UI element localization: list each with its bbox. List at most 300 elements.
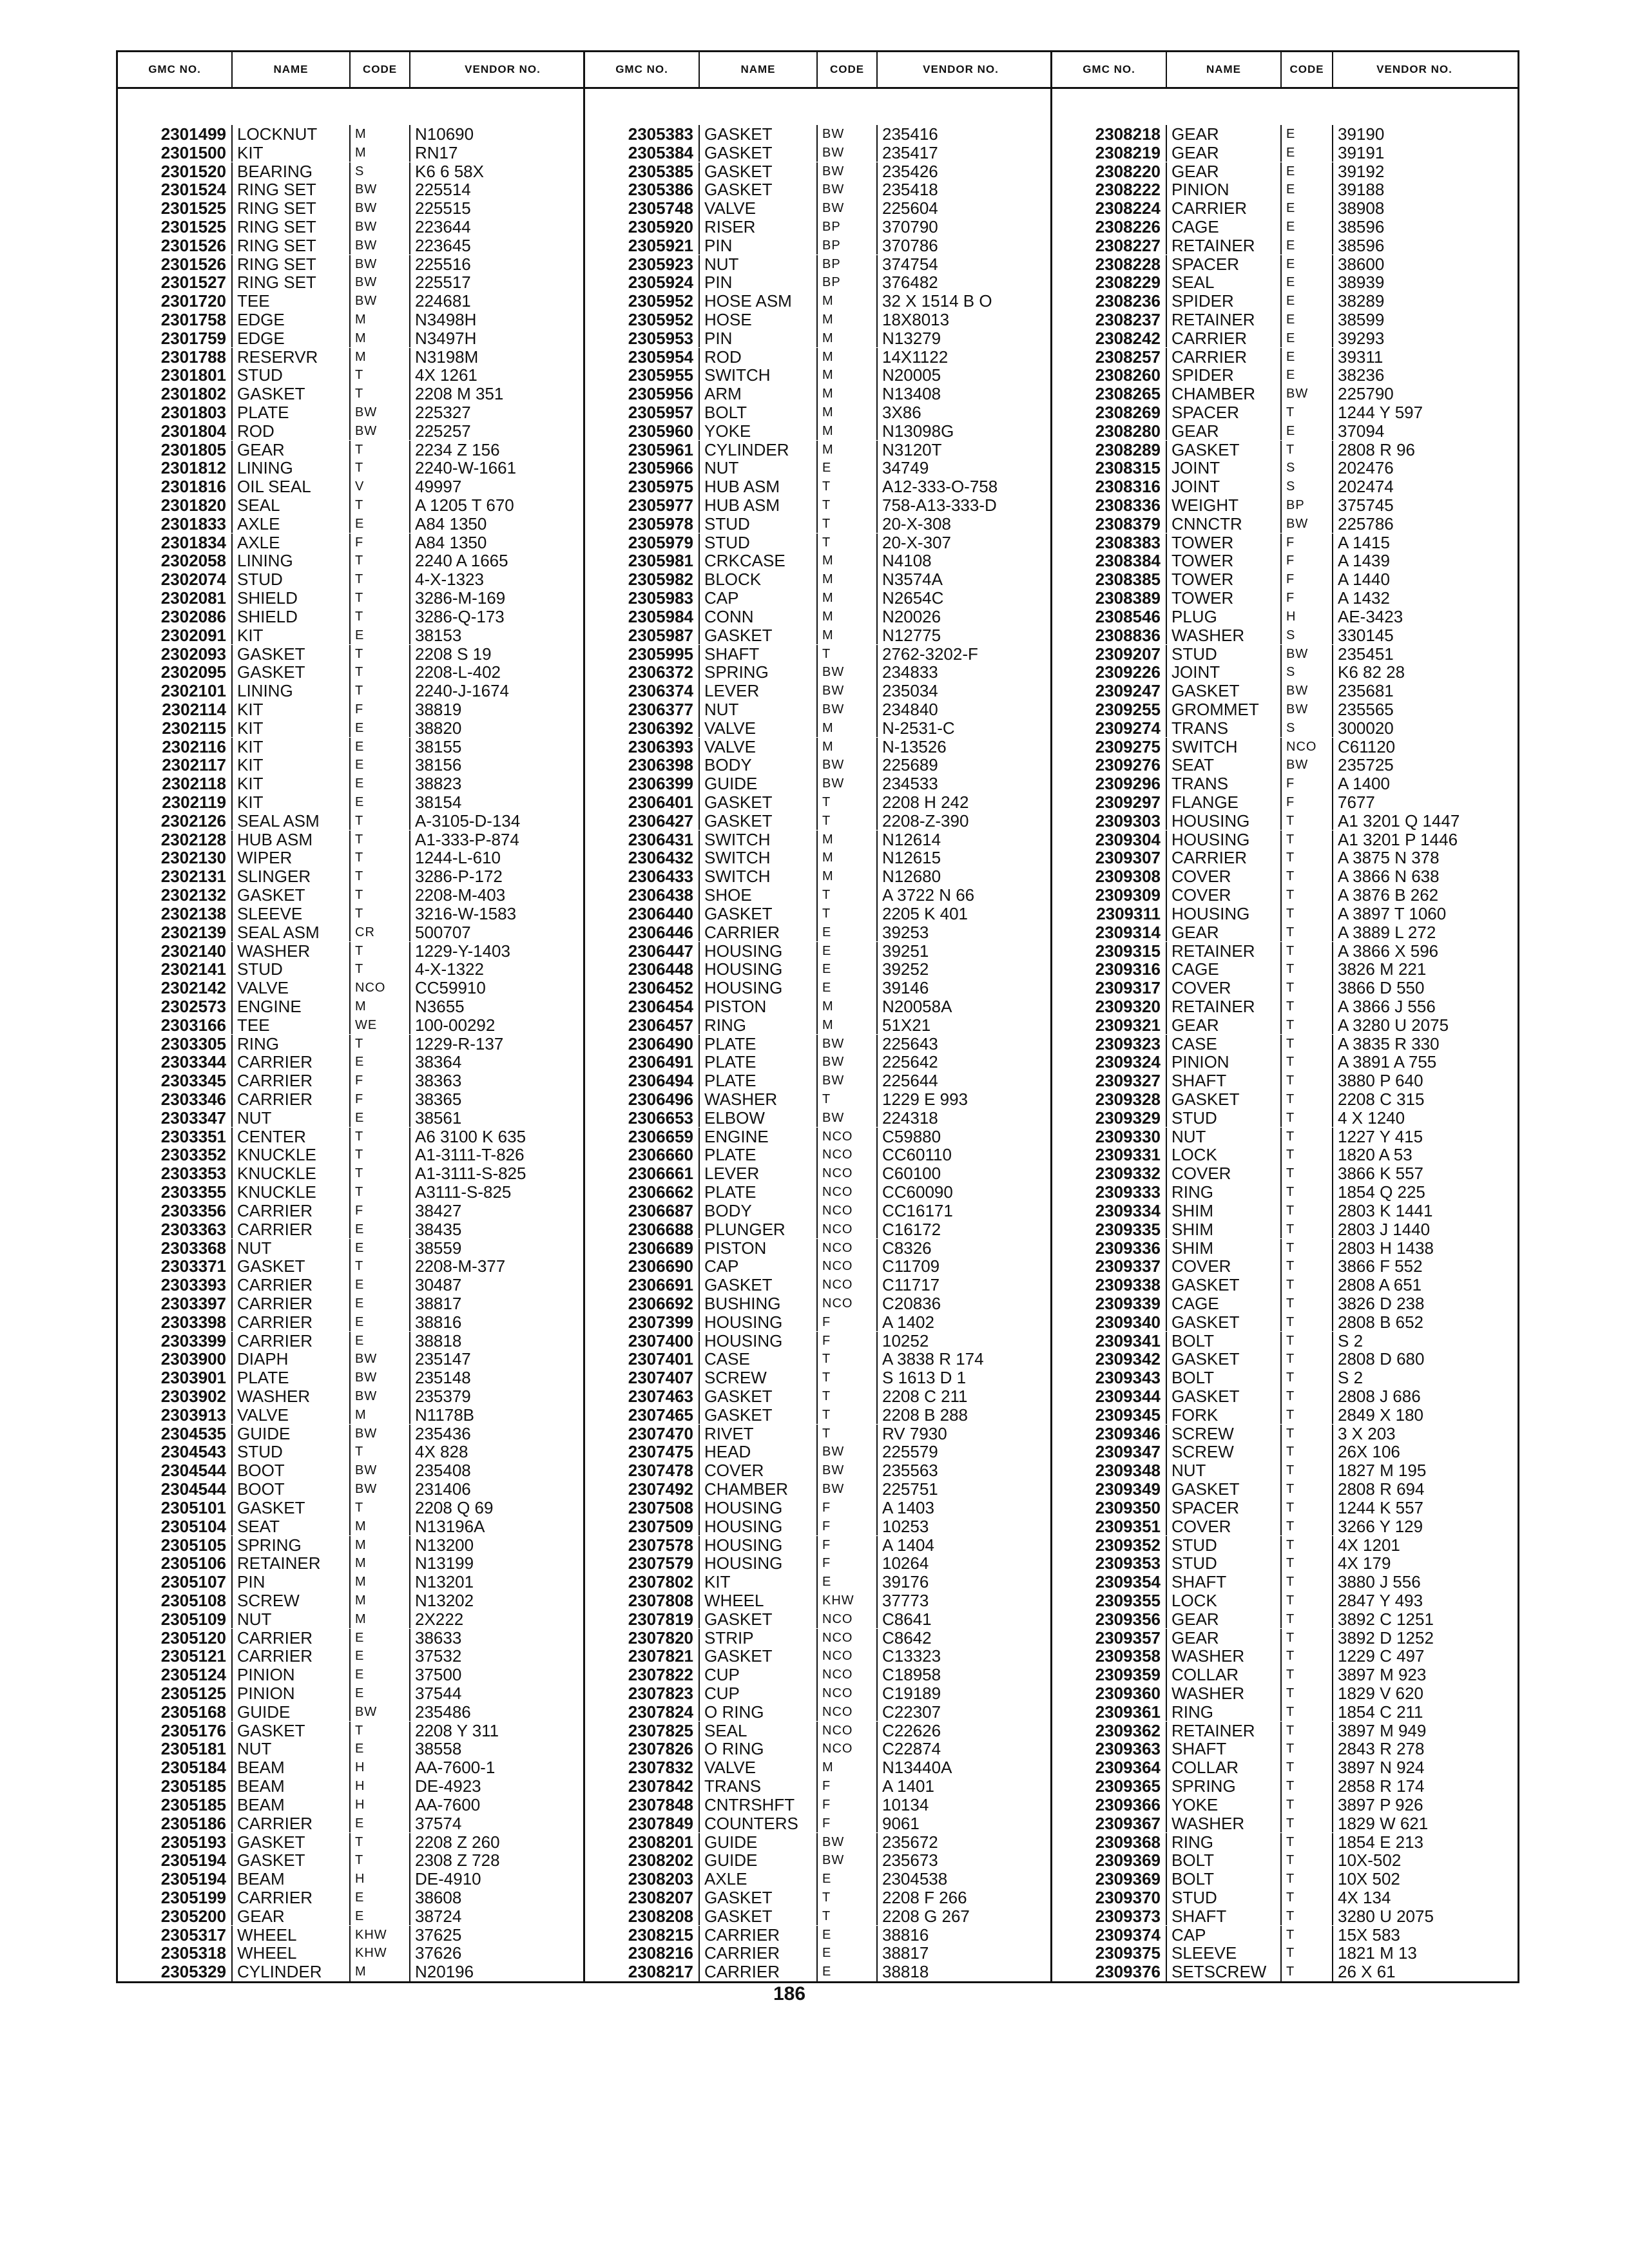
vendor-no-cell: 234533 — [882, 774, 938, 793]
part-name-cell: FORK — [1167, 1406, 1282, 1425]
gmc-no-cell: 2302091 — [118, 626, 233, 645]
vendor-no-cell: A 1401 — [882, 1777, 934, 1796]
gmc-no-cell: 2309348 — [1052, 1461, 1167, 1480]
gmc-no-cell: 2302118 — [118, 774, 233, 793]
table-header — [1052, 52, 1518, 89]
gmc-no-cell: 2305961 — [585, 441, 700, 459]
gmc-no-cell: 2309363 — [1052, 1740, 1167, 1758]
part-name-cell: AXLE — [233, 515, 351, 533]
code-cell: BW — [351, 199, 410, 218]
part-name-cell: BOLT — [1167, 1870, 1282, 1888]
vendor-no-cell: 38435 — [415, 1220, 462, 1239]
vendor-no-cell: 38816 — [882, 1925, 929, 1945]
parts-table — [116, 50, 1519, 1983]
code-cell: T — [351, 1833, 410, 1852]
gmc-no-cell: 2306374 — [585, 682, 700, 700]
part-name-cell: RETAINER — [233, 1554, 351, 1573]
page-number: 186 — [773, 1983, 806, 2004]
gmc-no-cell: 2306438 — [585, 886, 700, 905]
code-cell: E — [1282, 255, 1333, 274]
vendor-no-cell: 37094 — [1338, 421, 1385, 441]
code-cell: T — [818, 533, 878, 552]
code-cell: E — [351, 793, 410, 812]
gmc-no-cell: 2309316 — [1052, 960, 1167, 979]
code-cell: T — [818, 886, 878, 905]
part-name-cell: RING — [233, 1035, 351, 1053]
gmc-no-cell: 2303353 — [118, 1164, 233, 1183]
vendor-no-cell: 26 X 61 — [1338, 1963, 1396, 1981]
vendor-no-cell: S 1613 D 1 — [882, 1369, 967, 1387]
part-name-cell: SCREW — [233, 1591, 351, 1610]
gmc-no-cell: 2308379 — [1052, 515, 1167, 533]
vendor-no-cell: 330145 — [1338, 626, 1394, 645]
code-cell: E — [351, 1907, 410, 1926]
part-name-cell: ELBOW — [700, 1109, 818, 1128]
gmc-no-cell: 2306433 — [585, 867, 700, 886]
part-name-cell: CARRIER — [233, 1294, 351, 1313]
gmc-no-cell: 2309314 — [1052, 923, 1167, 942]
part-name-cell: KIT — [233, 144, 351, 162]
vendor-no-cell: 3286-Q-173 — [415, 607, 505, 626]
part-name-cell: SEAT — [1167, 756, 1282, 774]
vendor-no-cell: 3892 D 1252 — [1338, 1628, 1434, 1648]
part-name-cell: COVER — [1167, 979, 1282, 997]
part-name-cell: GEAR — [1167, 144, 1282, 162]
code-cell: BP — [818, 273, 878, 292]
part-name-cell: JOINT — [1167, 477, 1282, 496]
vendor-no-cell: 225257 — [415, 421, 471, 441]
part-name-cell: YOKE — [1167, 1796, 1282, 1814]
vendor-no-cell: 51X21 — [882, 1015, 931, 1035]
code-cell: F — [351, 1202, 410, 1220]
part-name-cell: PLATE — [233, 403, 351, 422]
part-name-cell: CARRIER — [233, 1332, 351, 1350]
code-cell: T — [351, 960, 410, 979]
gmc-no-cell: 2309320 — [1052, 997, 1167, 1016]
part-name-cell: WASHER — [1167, 1647, 1282, 1666]
gmc-no-cell: 2309336 — [1052, 1239, 1167, 1258]
code-cell: NCO — [1282, 738, 1333, 756]
gmc-no-cell: 2308269 — [1052, 403, 1167, 422]
part-name-cell: GASKET — [700, 1888, 818, 1907]
gmc-no-cell: 2305981 — [585, 552, 700, 570]
part-name-cell: COVER — [1167, 886, 1282, 905]
vendor-no-cell: 370790 — [882, 217, 938, 236]
gmc-no-cell: 2302126 — [118, 812, 233, 831]
part-name-cell: CARRIER — [233, 1053, 351, 1072]
code-cell: S — [1282, 663, 1333, 682]
part-name-cell: HOUSING — [700, 942, 818, 961]
vendor-no-cell: 4X 1261 — [415, 366, 477, 385]
gmc-no-cell: 2303368 — [118, 1239, 233, 1258]
gmc-no-cell: 2306399 — [585, 774, 700, 793]
gmc-no-cell: 2309347 — [1052, 1443, 1167, 1461]
vendor-no-cell: 38724 — [415, 1907, 462, 1926]
vendor-no-cell: 4X 179 — [1338, 1554, 1391, 1573]
vendor-no-cell: 3286-P-172 — [415, 867, 503, 886]
part-name-cell: RETAINER — [1167, 1722, 1282, 1740]
part-name-cell: CARRIER — [233, 1313, 351, 1332]
part-name-cell: COLLAR — [1167, 1666, 1282, 1684]
gmc-no-cell: 2305185 — [118, 1796, 233, 1814]
vendor-no-cell: 1821 M 13 — [1338, 1944, 1417, 1963]
vendor-no-cell: 3286-M-169 — [415, 589, 506, 608]
part-name-cell: PLATE — [700, 1053, 818, 1072]
vendor-no-cell: RN17 — [415, 143, 458, 162]
code-cell: BW — [351, 1350, 410, 1369]
gmc-no-cell: 2309338 — [1052, 1276, 1167, 1294]
code-cell: F — [1282, 570, 1333, 589]
part-name-cell: GASKET — [1167, 1387, 1282, 1406]
part-name-cell: GASKET — [233, 385, 351, 403]
part-name-cell: VALVE — [700, 719, 818, 738]
code-cell: M — [351, 144, 410, 162]
gmc-no-cell: 2309350 — [1052, 1499, 1167, 1517]
vendor-no-cell: 235416 — [882, 125, 938, 144]
part-name-cell: BOOT — [233, 1480, 351, 1499]
gmc-no-cell: 2309330 — [1052, 1128, 1167, 1146]
part-name-cell: O RING — [700, 1740, 818, 1758]
gmc-no-cell: 2301801 — [118, 366, 233, 385]
vendor-no-cell: 2808 B 652 — [1338, 1312, 1424, 1332]
code-cell: BW — [351, 1703, 410, 1722]
code-cell: BW — [818, 1480, 878, 1499]
vendor-no-cell: 223644 — [415, 217, 471, 236]
code-cell: M — [818, 1758, 878, 1777]
part-name-cell: STUD — [1167, 1109, 1282, 1128]
vendor-no-cell: A 3876 B 262 — [1338, 886, 1439, 905]
gmc-no-cell: 2307824 — [585, 1703, 700, 1722]
gmc-no-cell: 2305955 — [585, 366, 700, 385]
gmc-no-cell: 2305384 — [585, 144, 700, 162]
code-cell: NCO — [818, 1276, 878, 1294]
part-name-cell: SPIDER — [1167, 366, 1282, 385]
part-name-cell: SHAFT — [1167, 1072, 1282, 1090]
gmc-no-cell: 2302117 — [118, 756, 233, 774]
vendor-no-cell: 1244 K 557 — [1338, 1498, 1424, 1517]
gmc-no-cell: 2308546 — [1052, 608, 1167, 626]
gmc-no-cell: 2309370 — [1052, 1888, 1167, 1907]
vendor-no-cell: 38599 — [1338, 310, 1385, 329]
code-cell: NCO — [818, 1722, 878, 1740]
gmc-no-cell: 2303398 — [118, 1313, 233, 1332]
gmc-no-cell: 2309356 — [1052, 1610, 1167, 1629]
part-name-cell: COVER — [1167, 1257, 1282, 1276]
gmc-no-cell: 2305185 — [118, 1777, 233, 1796]
gmc-no-cell: 2305952 — [585, 311, 700, 329]
gmc-no-cell: 2305194 — [118, 1870, 233, 1888]
gmc-no-cell: 2306392 — [585, 719, 700, 738]
vendor-no-cell: 1229 E 993 — [882, 1090, 969, 1109]
gmc-no-cell: 2305109 — [118, 1610, 233, 1629]
part-name-cell: BODY — [700, 1202, 818, 1220]
part-name-cell: SWITCH — [700, 849, 818, 867]
part-name-cell: RING SET — [233, 273, 351, 292]
part-name-cell: NUT — [233, 1239, 351, 1258]
code-cell: M — [818, 867, 878, 886]
vendor-no-cell: 3897 P 926 — [1338, 1795, 1423, 1814]
gmc-no-cell: 2309367 — [1052, 1814, 1167, 1833]
part-name-cell: CRKCASE — [700, 552, 818, 570]
gmc-no-cell: 2305193 — [118, 1833, 233, 1852]
vendor-no-cell: N13440A — [882, 1758, 952, 1777]
part-name-cell: CNNCTR — [1167, 515, 1282, 533]
code-cell: NCO — [818, 1239, 878, 1258]
vendor-no-cell: 3826 M 221 — [1338, 960, 1427, 979]
gmc-no-cell: 2303166 — [118, 1016, 233, 1035]
code-cell: NCO — [818, 1666, 878, 1684]
part-name-cell: CAGE — [1167, 218, 1282, 236]
vendor-no-cell: N2654C — [882, 589, 944, 608]
gmc-no-cell: 2301834 — [118, 533, 233, 552]
code-cell: T — [1282, 1740, 1333, 1758]
part-name-cell: CAGE — [1167, 1294, 1282, 1313]
vendor-no-cell: 4-X-1323 — [415, 570, 484, 589]
gmc-no-cell: 2309329 — [1052, 1109, 1167, 1128]
part-name-cell: SCREW — [1167, 1443, 1282, 1461]
code-cell: BW — [1282, 700, 1333, 719]
part-name-cell: GASKET — [1167, 1276, 1282, 1294]
gmc-no-cell: 2302116 — [118, 738, 233, 756]
part-name-cell: KIT — [233, 700, 351, 719]
vendor-no-cell: 2208 F 266 — [882, 1888, 967, 1907]
part-name-cell: YOKE — [700, 422, 818, 441]
vendor-no-cell: 2208 Y 311 — [415, 1721, 499, 1740]
code-cell: BW — [818, 144, 878, 162]
table-body — [118, 89, 583, 1981]
vendor-no-cell: 38817 — [415, 1294, 462, 1313]
part-name-cell: BEAM — [233, 1777, 351, 1796]
vendor-no-cell: A84 1350 — [415, 514, 487, 533]
part-name-cell: GASKET — [1167, 682, 1282, 700]
vendor-no-cell: A6 3100 K 635 — [415, 1127, 526, 1146]
gmc-no-cell: 2305979 — [585, 533, 700, 552]
code-cell: T — [1282, 1128, 1333, 1146]
vendor-no-cell: DE-4910 — [415, 1870, 481, 1888]
vendor-no-cell: C61120 — [1338, 737, 1396, 756]
vendor-no-cell: A 3866 N 638 — [1338, 867, 1440, 886]
vendor-no-cell: N3198M — [415, 347, 479, 367]
code-cell: T — [1282, 1722, 1333, 1740]
code-cell: E — [351, 774, 410, 793]
gmc-no-cell: 2305329 — [118, 1963, 233, 1981]
gmc-no-cell: 2309274 — [1052, 719, 1167, 738]
vendor-no-cell: A1-3111-T-826 — [415, 1146, 525, 1165]
gmc-no-cell: 2305923 — [585, 255, 700, 274]
gmc-no-cell: 2309333 — [1052, 1183, 1167, 1202]
gmc-no-cell: 2309255 — [1052, 700, 1167, 719]
code-cell: NCO — [818, 1183, 878, 1202]
table-section-2 — [585, 52, 1052, 1981]
part-name-cell: KNUCKLE — [233, 1146, 351, 1164]
vendor-no-cell: 235563 — [882, 1461, 938, 1480]
gmc-no-cell: 2302114 — [118, 700, 233, 719]
gmc-no-cell: 2309344 — [1052, 1387, 1167, 1406]
part-name-cell: BOLT — [700, 403, 818, 422]
part-name-cell: BOLT — [1167, 1851, 1282, 1870]
part-name-cell: LINING — [233, 552, 351, 570]
code-cell: T — [1282, 1090, 1333, 1109]
part-name-cell: GUIDE — [233, 1703, 351, 1722]
code-cell: T — [818, 793, 878, 812]
part-name-cell: BLOCK — [700, 570, 818, 589]
code-cell: E — [1282, 329, 1333, 348]
vendor-no-cell: 225689 — [882, 756, 938, 775]
gmc-no-cell: 2307819 — [585, 1610, 700, 1629]
code-cell: E — [351, 738, 410, 756]
vendor-no-cell: 38596 — [1338, 236, 1385, 255]
vendor-no-cell: 1229-R-137 — [415, 1034, 504, 1053]
vendor-no-cell: 2205 K 401 — [882, 904, 969, 923]
code-cell: F — [351, 533, 410, 552]
vendor-no-cell: 2808 J 686 — [1338, 1387, 1421, 1406]
code-cell: BW — [818, 1109, 878, 1128]
gmc-no-cell: 2309340 — [1052, 1313, 1167, 1332]
gmc-no-cell: 2309374 — [1052, 1926, 1167, 1945]
part-name-cell: SHIM — [1167, 1239, 1282, 1258]
part-name-cell: WASHER — [233, 942, 351, 961]
code-cell: T — [351, 682, 410, 700]
gmc-no-cell: 2307579 — [585, 1554, 700, 1573]
part-name-cell: TOWER — [1167, 552, 1282, 570]
part-name-cell: CAP — [1167, 1926, 1282, 1945]
gmc-no-cell: 2307821 — [585, 1647, 700, 1666]
part-name-cell: GASKET — [700, 125, 818, 144]
code-cell: F — [818, 1332, 878, 1350]
part-name-cell: CARRIER — [233, 1276, 351, 1294]
code-cell: T — [818, 1425, 878, 1443]
gmc-no-cell: 2305106 — [118, 1554, 233, 1573]
part-name-cell: TOWER — [1167, 589, 1282, 608]
code-cell: M — [818, 311, 878, 329]
gmc-no-cell: 2309323 — [1052, 1035, 1167, 1053]
vendor-no-cell: 38427 — [415, 1201, 462, 1220]
vendor-no-cell: C16172 — [882, 1220, 941, 1239]
vendor-no-cell: 7677 — [1338, 793, 1375, 812]
code-cell: BW — [818, 1035, 878, 1053]
vendor-no-cell: 235672 — [882, 1832, 938, 1852]
code-cell: H — [351, 1870, 410, 1888]
gmc-no-cell: 2301524 — [118, 180, 233, 199]
part-name-cell: LEVER — [700, 1164, 818, 1183]
gmc-no-cell: 2308219 — [1052, 144, 1167, 162]
code-cell: BP — [818, 255, 878, 274]
gmc-no-cell: 2306398 — [585, 756, 700, 774]
part-name-cell: KIT — [233, 756, 351, 774]
vendor-no-cell: 3866 K 557 — [1338, 1164, 1424, 1183]
gmc-no-cell: 2308220 — [1052, 162, 1167, 181]
gmc-no-cell: 2309354 — [1052, 1573, 1167, 1591]
code-cell: E — [351, 1740, 410, 1758]
table-section-3 — [1052, 52, 1518, 1981]
vendor-no-cell: 235034 — [882, 682, 938, 700]
vendor-no-cell: 225786 — [1338, 514, 1394, 533]
part-name-cell: GASKET — [233, 1851, 351, 1870]
gmc-no-cell: 2309345 — [1052, 1406, 1167, 1425]
gmc-no-cell: 2305181 — [118, 1740, 233, 1758]
part-name-cell: GASKET — [233, 663, 351, 682]
code-cell: E — [1282, 218, 1333, 236]
vendor-no-cell: 1854 C 211 — [1338, 1702, 1423, 1722]
vendor-no-cell: 2X222 — [415, 1610, 464, 1629]
vendor-no-cell: 223645 — [415, 236, 471, 255]
vendor-no-cell: 38596 — [1338, 217, 1385, 236]
header-name: NAME — [1167, 52, 1282, 87]
code-cell: BW — [351, 1461, 410, 1480]
part-name-cell: CNTRSHFT — [700, 1796, 818, 1814]
code-cell: T — [1282, 1480, 1333, 1499]
vendor-no-cell: A12-333-O-758 — [882, 477, 998, 496]
gmc-no-cell: 2301833 — [118, 515, 233, 533]
code-cell: M — [818, 292, 878, 311]
vendor-no-cell: A 3891 A 755 — [1338, 1053, 1437, 1072]
code-cell: E — [818, 1870, 878, 1888]
part-name-cell: HEAD — [700, 1443, 818, 1461]
vendor-no-cell: 39293 — [1338, 329, 1385, 348]
part-name-cell: SWITCH — [700, 831, 818, 849]
part-name-cell: GASKET — [700, 1406, 818, 1425]
vendor-no-cell: 2208 C 211 — [882, 1387, 968, 1406]
vendor-no-cell: S 2 — [1338, 1331, 1364, 1350]
code-cell: T — [351, 385, 410, 403]
gmc-no-cell: 2307492 — [585, 1480, 700, 1499]
part-name-cell: SEAL ASM — [233, 812, 351, 831]
code-cell: BW — [818, 180, 878, 199]
vendor-no-cell: N1178B — [415, 1405, 475, 1425]
vendor-no-cell: 3880 J 556 — [1338, 1573, 1421, 1591]
code-cell: T — [1282, 1146, 1333, 1164]
vendor-no-cell: N3497H — [415, 329, 477, 348]
code-cell: M — [818, 385, 878, 403]
vendor-no-cell: A 1432 — [1338, 589, 1390, 608]
vendor-no-cell: DE-4923 — [415, 1777, 481, 1796]
code-cell: H — [351, 1777, 410, 1796]
code-cell: T — [351, 1035, 410, 1053]
code-cell: M — [818, 570, 878, 589]
vendor-no-cell: 39176 — [882, 1573, 929, 1591]
vendor-no-cell: CC59910 — [415, 979, 486, 997]
vendor-no-cell: 2208 G 267 — [882, 1907, 970, 1926]
vendor-no-cell: N13199 — [415, 1554, 474, 1573]
vendor-no-cell: 3216-W-1583 — [415, 904, 517, 923]
code-cell: F — [1282, 793, 1333, 812]
vendor-no-cell: 3866 F 552 — [1338, 1257, 1423, 1276]
gmc-no-cell: 2309275 — [1052, 738, 1167, 756]
vendor-no-cell: 38819 — [415, 700, 462, 719]
gmc-no-cell: 2306687 — [585, 1202, 700, 1220]
vendor-no-cell: 224681 — [415, 292, 471, 311]
part-name-cell: GEAR — [1167, 422, 1282, 441]
gmc-no-cell: 2305978 — [585, 515, 700, 533]
code-cell: T — [818, 645, 878, 664]
code-cell: NCO — [818, 1202, 878, 1220]
vendor-no-cell: S 2 — [1338, 1369, 1364, 1387]
vendor-no-cell: 225515 — [415, 199, 471, 218]
part-name-cell: CARRIER — [233, 1202, 351, 1220]
code-cell: S — [1282, 477, 1333, 496]
gmc-no-cell: 2305960 — [585, 422, 700, 441]
vendor-no-cell: A 1403 — [882, 1498, 934, 1517]
gmc-no-cell: 2302081 — [118, 589, 233, 608]
vendor-no-cell: N12614 — [882, 830, 941, 849]
gmc-no-cell: 2305318 — [118, 1944, 233, 1963]
part-name-cell: PIN — [233, 1573, 351, 1591]
gmc-no-cell: 2308222 — [1052, 180, 1167, 199]
vendor-no-cell: A 1439 — [1338, 552, 1390, 571]
code-cell: M — [351, 1610, 410, 1629]
gmc-no-cell: 2309353 — [1052, 1554, 1167, 1573]
code-cell: BW — [818, 1053, 878, 1072]
